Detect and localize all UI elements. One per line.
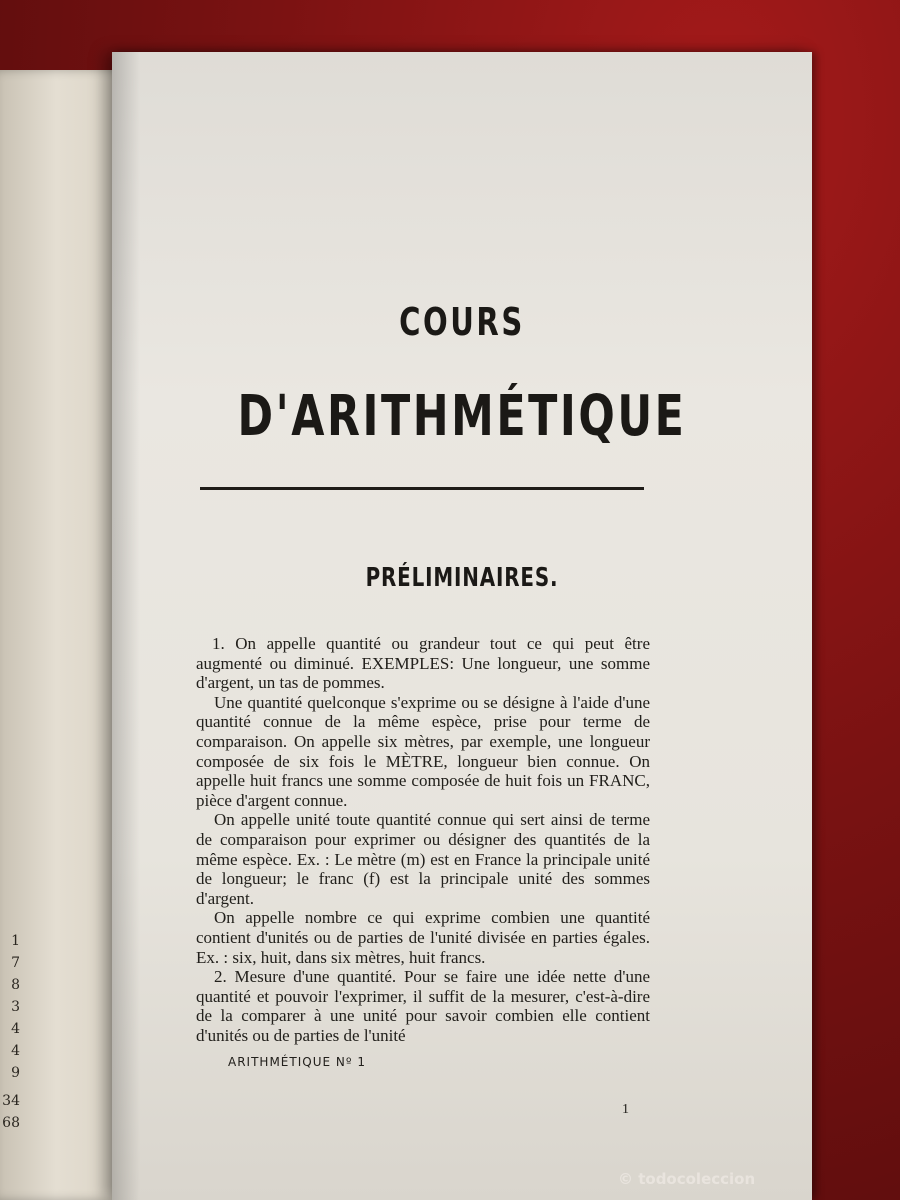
title-line-1: COURS	[399, 300, 525, 344]
left-margin-fragment: 9	[11, 1065, 20, 1081]
watermark: © todocoleccion	[618, 1170, 756, 1188]
left-margin-fragment: 7	[11, 955, 20, 971]
left-margin-fragment: 8	[11, 977, 20, 993]
left-margin-fragment: 4	[11, 1043, 20, 1059]
paragraph: 1. On appelle quantité ou grandeur tout ce qui peut être augmenté ou diminué. EXEMPLES: Une longueur, une somme d'argent, un tas de pommes.	[196, 634, 650, 693]
left-margin-fragment: 4	[11, 1021, 20, 1037]
folio-number: 1	[622, 1102, 629, 1117]
signature-mark: ARITHMÉTIQUE Nº 1	[228, 1055, 366, 1069]
left-margin-fragment: 34	[2, 1093, 20, 1109]
page-gutter-shadow	[112, 52, 140, 1200]
body-text	[196, 634, 650, 1045]
paragraph: On appelle unité toute quantité connue qui sert ainsi de terme de comparaison pour exprimer ou désigner des quantités de la même espèce. Ex. : Le mètre (m) est en France la principale unité de longueur; le franc (f) est la principale unité des sommes d'argent.	[196, 810, 650, 908]
left-margin-fragment: 1	[11, 933, 20, 949]
left-margin-fragment: 3	[11, 999, 20, 1015]
section-title: PRÉLIMINAIRES.	[365, 563, 559, 593]
paragraph: Une quantité quelconque s'exprime ou se désigne à l'aide d'une quantité connue de la même espèce, prise pour terme de comparaison. On appelle six mètres, par exemple, une longueur composée de six fois le MÈTRE, longueur bien connue. On appelle huit francs une somme composée de huit fois un FRANC, pièce d'argent connue.	[196, 692, 650, 810]
paragraph: 2. Mesure d'une quantité. Pour se faire une idée nette d'une quantité et pouvoir l'exprimer, il suffit de la mesurer, c'est-à-dire de la comparer à une unité pour savoir combien elle contient d'unités ou de parties de l'unité	[196, 967, 650, 1045]
paragraph: On appelle nombre ce qui exprime combien une quantité contient d'unités ou de parties de l'unité divisée en parties égales. Ex. : six, huit, dans six mètres, huit francs.	[196, 908, 650, 967]
title-rule	[200, 487, 644, 490]
left-margin-fragment: 68	[2, 1115, 20, 1131]
title-line-2: D'ARITHMÉTIQUE	[237, 384, 687, 449]
